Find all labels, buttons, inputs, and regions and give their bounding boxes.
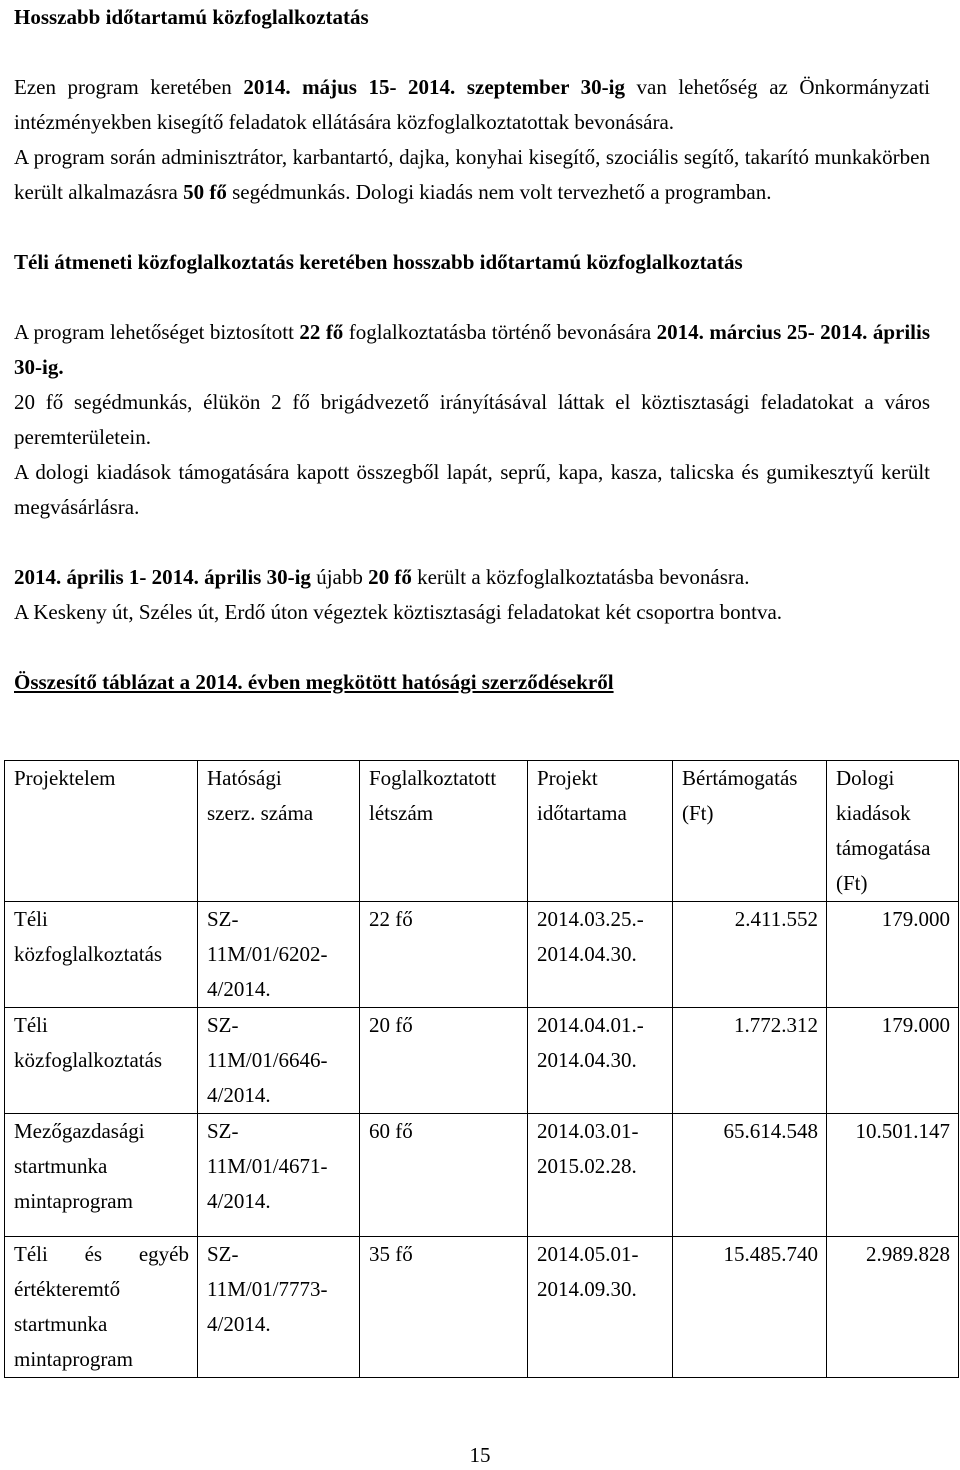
cell-wage-support: 15.485.740	[673, 1237, 827, 1378]
cell-contract-number-line: 4/2014.	[207, 1083, 271, 1107]
cell-contract-number-line: 11M/01/7773-	[207, 1277, 328, 1301]
cell-contract-number	[198, 1114, 360, 1237]
paragraph-streets: A Keskeny út, Széles út, Erdő úton végeztek köztisztasági feladatokat két csoportra bontva.	[14, 600, 783, 624]
table-row	[5, 902, 959, 1008]
cell-period	[528, 1237, 673, 1378]
paragraph-winter-period: A program lehetőséget biztosított 22 fő foglalkoztatásba történő bevonására 2014. március 25- 2014. április 30-ig.	[14, 320, 930, 379]
cell-material-support: 179.000	[827, 902, 959, 1008]
cell-project-element-line: startmunka	[14, 1154, 108, 1178]
cell-period-line: 2014.04.01.-	[537, 1013, 644, 1037]
table-header-cell-line: Hatósági	[207, 766, 282, 790]
cell-contract-number-line: 11M/01/6646-	[207, 1048, 328, 1072]
cell-contract-number-line: 4/2014.	[207, 1312, 271, 1336]
table-header-cell-line: időtartama	[537, 801, 627, 825]
cell-headcount: 35 fő	[360, 1237, 528, 1378]
cell-project-element-line: közfoglalkoztatás	[14, 942, 163, 966]
table-header-row	[5, 761, 959, 902]
table-header-cell-line: támogatása	[836, 836, 931, 860]
page-number: 15	[469, 1443, 491, 1467]
table-header-cell-line: Bértámogatás	[682, 766, 798, 790]
table-header-cell-line: kiadások	[836, 801, 911, 825]
table-header-cell	[827, 761, 959, 902]
cell-project-element-line: Mezőgazdasági	[14, 1119, 145, 1143]
cell-project-element	[5, 1237, 198, 1378]
paragraph-program-period: Ezen program keretében 2014. május 15- 2014. szeptember 30-ig van lehetőség az Önkormányzati intézményekben kisegítő feladatok ellátására közfoglalkoztatottak bevonására.	[14, 75, 930, 134]
table-row	[5, 1237, 959, 1378]
cell-period-line: 2014.05.01-	[537, 1242, 639, 1266]
cell-contract-number-line: 4/2014.	[207, 1189, 271, 1213]
cell-contract-number-line: SZ-	[207, 1013, 239, 1037]
cell-wage-support: 65.614.548	[673, 1114, 827, 1237]
cell-wage-support: 2.411.552	[673, 902, 827, 1008]
cell-contract-number	[198, 902, 360, 1008]
cell-headcount: 22 fő	[360, 902, 528, 1008]
paragraph-april-period: 2014. április 1- 2014. április 30-ig újabb 20 fő került a közfoglalkoztatásba bevonásra.	[14, 565, 750, 589]
table-header-cell	[360, 761, 528, 902]
cell-project-element-line: Téli és egyéb	[14, 1242, 189, 1266]
cell-period	[528, 1114, 673, 1237]
cell-period-line: 2014.09.30.	[537, 1277, 637, 1301]
cell-material-support: 2.989.828	[827, 1237, 959, 1378]
table-header-cell-line: létszám	[369, 801, 434, 825]
cell-project-element-line: mintaprogram	[14, 1189, 133, 1213]
cell-project-element-line: mintaprogram	[14, 1347, 133, 1371]
table-header-cell-line: Projektelem	[14, 766, 116, 790]
cell-material-support: 179.000	[827, 1008, 959, 1114]
cell-material-support: 10.501.147	[827, 1114, 959, 1237]
cell-wage-support: 1.772.312	[673, 1008, 827, 1114]
table-header-cell	[528, 761, 673, 902]
cell-period	[528, 902, 673, 1008]
cell-period-line: 2014.03.01-	[537, 1119, 639, 1143]
cell-project-element	[5, 1008, 198, 1114]
cell-project-element	[5, 902, 198, 1008]
cell-contract-number-line: SZ-	[207, 1242, 239, 1266]
table-header-cell	[673, 761, 827, 902]
table-header-cell-line: Projekt	[537, 766, 598, 790]
cell-period-line: 2014.04.30.	[537, 942, 637, 966]
paragraph-winter-workers: 20 fő segédmunkás, élükön 2 fő brigádvezető irányításával láttak el köztisztasági feladatokat a város peremterületein.	[14, 390, 930, 449]
document-page	[14, 0, 930, 700]
cell-project-element-line: startmunka	[14, 1312, 108, 1336]
table-header-cell-line: (Ft)	[836, 871, 868, 895]
cell-contract-number-line: SZ-	[207, 907, 239, 931]
cell-period-line: 2014.03.25.-	[537, 907, 644, 931]
table-row	[5, 1114, 959, 1237]
cell-contract-number-line: SZ-	[207, 1119, 239, 1143]
cell-period-line: 2015.02.28.	[537, 1154, 637, 1178]
cell-period-line: 2014.04.30.	[537, 1048, 637, 1072]
table-header-cell	[5, 761, 198, 902]
cell-contract-number-line: 11M/01/6202-	[207, 942, 328, 966]
cell-headcount: 60 fő	[360, 1114, 528, 1237]
cell-contract-number	[198, 1008, 360, 1114]
cell-project-element-line: Téli	[14, 1013, 48, 1037]
cell-project-element	[5, 1114, 198, 1237]
cell-project-element-line: Téli	[14, 907, 48, 931]
contracts-summary-table	[4, 760, 959, 1378]
table-row	[5, 1008, 959, 1114]
section-title-winter: Téli átmeneti közfoglalkoztatás keretében hosszabb időtartamú közfoglalkoztatás	[14, 250, 743, 274]
table-header-cell	[198, 761, 360, 902]
cell-contract-number-line: 11M/01/4671-	[207, 1154, 328, 1178]
cell-contract-number	[198, 1237, 360, 1378]
section-title-long-term: Hosszabb időtartamú közfoglalkoztatás	[14, 5, 369, 29]
cell-project-element-line: értékteremtő	[14, 1277, 121, 1301]
table-header-cell-line: Dologi	[836, 766, 895, 790]
cell-project-element-line: közfoglalkoztatás	[14, 1048, 163, 1072]
table-header-cell-line: szerz. száma	[207, 801, 314, 825]
cell-headcount: 20 fő	[360, 1008, 528, 1114]
table-header-cell-line: (Ft)	[682, 801, 714, 825]
section-title-summary: Összesítő táblázat a 2014. évben megkötött hatósági szerződésekről	[14, 670, 614, 694]
cell-contract-number-line: 4/2014.	[207, 977, 271, 1001]
paragraph-winter-materials: A dologi kiadások támogatására kapott összegből lapát, seprű, kapa, kasza, talicska és gumikesztyű került megvásárlásra.	[14, 460, 930, 519]
cell-period	[528, 1008, 673, 1114]
paragraph-program-roles: A program során adminisztrátor, karbantartó, dajka, konyhai kisegítő, szociális segítő, takarító munkakörben került alkalmazásra 50 fő segédmunkás. Dologi kiadás nem volt tervezhető a programban.	[14, 145, 930, 204]
table-header-cell-line: Foglalkoztatott	[369, 766, 497, 790]
